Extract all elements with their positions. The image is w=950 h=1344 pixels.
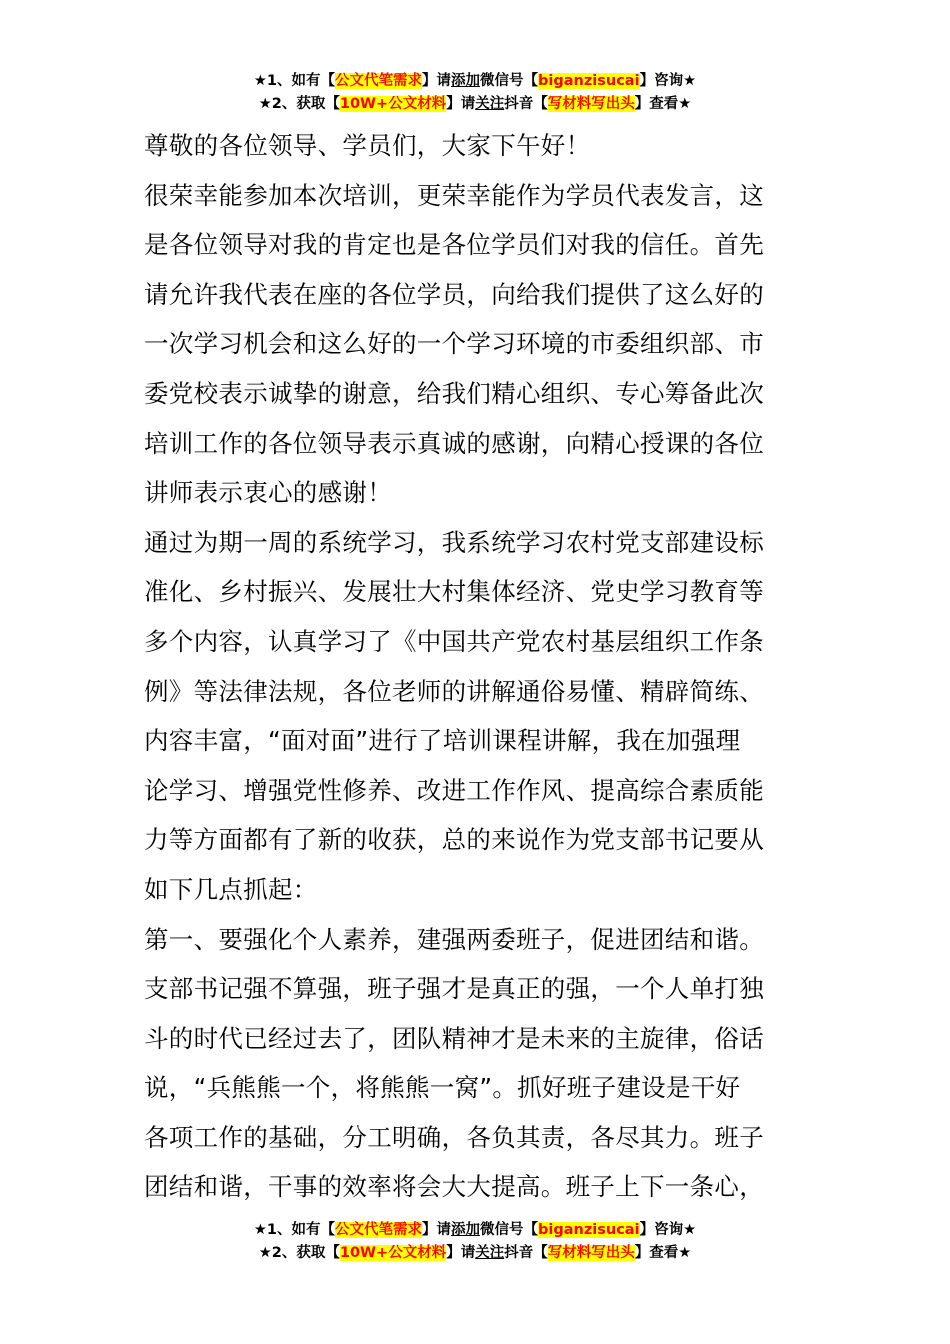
header-banner (0, 70, 950, 116)
text-line: 很荣幸能参加本次培训，更荣幸能作为学员代表发言，这 (144, 180, 764, 210)
highlight-service: 公文代笔需求 (335, 73, 423, 89)
banner-emphasis: 添加 (451, 73, 481, 89)
footer-banner (0, 1219, 950, 1265)
banner-emphasis: 关注 (475, 96, 505, 112)
star-icon: ★ (678, 96, 692, 112)
banner-emphasis: 关注 (475, 1245, 505, 1261)
star-icon: ★ (253, 1222, 267, 1238)
text-line: 尊敬的各位领导、学员们，大家下午好！ (144, 131, 591, 160)
text-line: 委党校表示诚挚的谢意，给我们精心组织、专心筹备此次 (144, 378, 764, 408)
banner-text: 】查看 (634, 96, 679, 112)
banner-text: 】请 (422, 1222, 452, 1238)
banner-text: 2、获取【 (271, 96, 340, 112)
text-line: 通过为期一周的系统学习，我系统学习农村党支部建设标 (144, 527, 764, 557)
banner-text: 】咨询 (639, 1222, 684, 1238)
banner-line-2 (0, 93, 950, 116)
highlight-wechat-id: biganzisucai (538, 73, 640, 89)
banner-line-1 (0, 1219, 950, 1242)
text-line: 第一、要强化个人素养，建强两委班子，促进团结和谐。 (144, 924, 764, 954)
highlight-materials: 10W+公文材料 (339, 96, 447, 112)
text-line: 培训工作的各位领导表示真诚的感谢，向精心授课的各位 (144, 428, 764, 458)
text-line: 如下几点抓起： (144, 874, 318, 904)
star-icon: ★ (683, 73, 697, 89)
banner-text: 微信号【 (480, 1222, 539, 1238)
document-body (144, 121, 810, 1212)
banner-text: 】咨询 (639, 73, 684, 89)
highlight-douyin-account: 写材料写出头 (547, 96, 635, 112)
banner-text: 1、如有【 (266, 73, 336, 89)
text-line: 各项工作的基础，分工明确，各负其责，各尽其力。班子 (144, 1122, 764, 1152)
star-icon: ★ (678, 1245, 692, 1261)
banner-emphasis: 添加 (451, 1222, 481, 1238)
star-icon: ★ (258, 96, 272, 112)
text-line: 请允许我代表在座的各位学员，向给我们提供了这么好的 (144, 279, 764, 309)
text-line: 例》等法律法规，各位老师的讲解通俗易懂、精辟简练、 (144, 676, 764, 706)
text-line: 一次学习机会和这么好的一个学习环境的市委组织部、市 (144, 329, 764, 359)
banner-text: 】查看 (634, 1245, 679, 1261)
star-icon: ★ (253, 73, 267, 89)
text-line: 多个内容，认真学习了《中国共产党农村基层组织工作条 (144, 626, 764, 656)
text-line: 是各位领导对我的肯定也是各位学员们对我的信任。首先 (144, 230, 764, 260)
text-line: 说，“兵熊熊一个，将熊熊一窝”。抓好班子建设是干好 (144, 1073, 741, 1103)
text-line: 讲师表示衷心的感谢！ (144, 478, 392, 508)
banner-text: 抖音【 (504, 1245, 548, 1261)
banner-text: 】请 (446, 1245, 476, 1261)
banner-text: 1、如有【 (266, 1222, 336, 1238)
star-icon: ★ (258, 1245, 272, 1261)
highlight-wechat-id: biganzisucai (538, 1222, 640, 1238)
star-icon: ★ (683, 1222, 697, 1238)
text-line: 力等方面都有了新的收获，总的来说作为党支部书记要从 (144, 825, 764, 855)
highlight-materials: 10W+公文材料 (339, 1245, 447, 1261)
highlight-service: 公文代笔需求 (335, 1222, 423, 1238)
text-line: 支部书记强不算强，班子强才是真正的强，一个人单打独 (144, 974, 764, 1004)
banner-line-2 (0, 1242, 950, 1265)
text-line: 论学习、增强党性修养、改进工作作风、提高综合素质能 (144, 775, 764, 805)
text-line: 团结和谐，干事的效率将会大大提高。班子上下一条心， (144, 1172, 764, 1202)
banner-text: 2、获取【 (271, 1245, 340, 1261)
banner-text: 抖音【 (504, 96, 548, 112)
banner-text: 】请 (422, 73, 452, 89)
banner-line-1 (0, 70, 950, 93)
text-line: 准化、乡村振兴、发展壮大村集体经济、党史学习教育等 (144, 577, 764, 607)
banner-text: 】请 (446, 96, 476, 112)
text-line: 内容丰富，“面对面”进行了培训课程讲解，我在加强理 (144, 726, 741, 756)
text-line: 斗的时代已经过去了，团队精神才是未来的主旋律，俗话 (144, 1023, 764, 1053)
banner-text: 微信号【 (480, 73, 539, 89)
highlight-douyin-account: 写材料写出头 (547, 1245, 635, 1261)
